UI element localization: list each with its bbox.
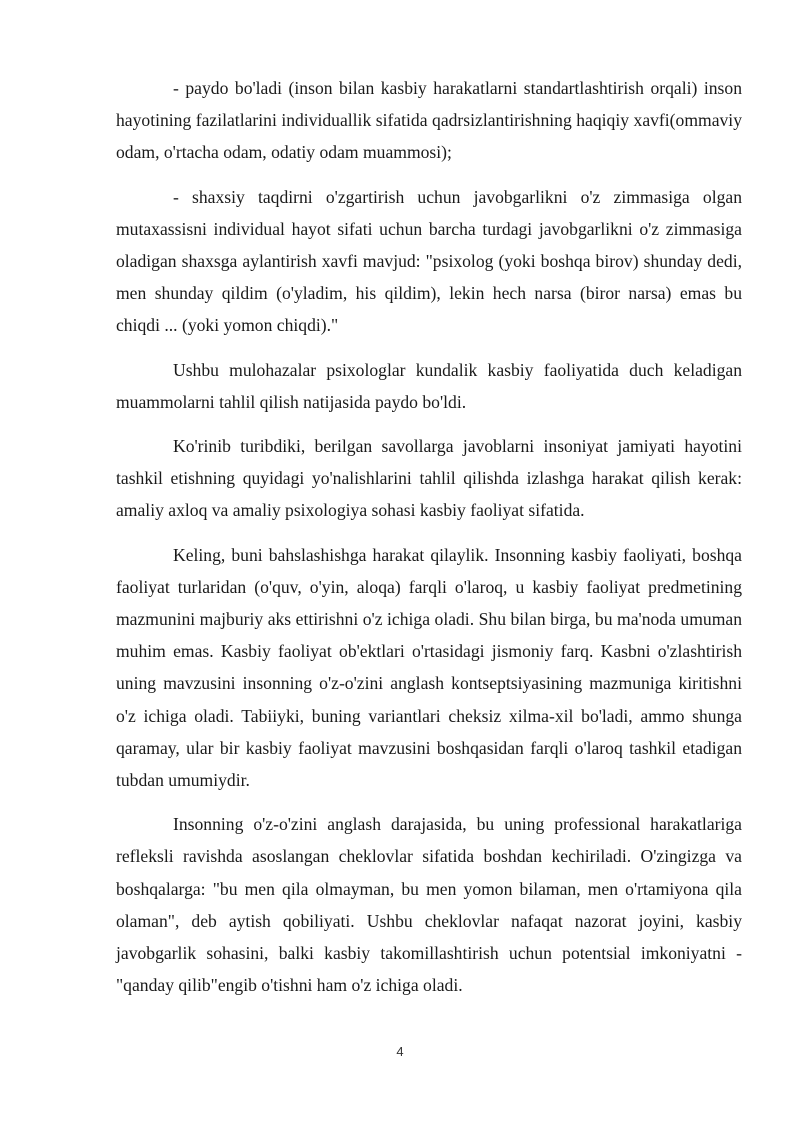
paragraph-4: Ko'rinib turibdiki, berilgan savollarga javoblarni insoniyat jamiyati hayotini tashkil etishning quyidagi yo'nalishlarini tahlil qilishda izlashga harakat qilish kerak: amaliy axloq va amaliy psixologiya sohasi kasbiy faoliyat sifatida. — [116, 436, 742, 521]
paragraph-2: - shaxsiy taqdirni o'zgartirish uchun javobgarlikni o'z zimmasiga olgan mutaxassisni individual hayot sifati uchun barcha turdagi javobgarlikni o'z zimmasiga oladigan shaxsga aylantirish xavfi mavjud: "psixolog (yoki boshqa birov) shunday dedi, men shunday qildim (o'yladim, his qildim), lekin hech narsa (biror narsa) emas bu chiqdi ... (yoki yomon chiqdi)." — [116, 186, 742, 336]
page-number: 4 — [396, 1044, 404, 1059]
paragraph-3: Ushbu mulohazalar psixologlar kundalik kasbiy faoliyatida duch keladigan muammolarni tahlil qilish natijasida paydo bo'ldi. — [116, 359, 742, 412]
paragraph-6: Insonning o'z-o'zini anglash darajasida, bu uning professional harakatlariga refleksli ravishda asoslangan cheklovlar sifatida boshdan kechiriladi. O'zingizga va boshqalarga: "bu men qila olmayman, bu men yomon bilaman, men o'rtamiyona qila olaman", deb aytish qobiliyati. Ushbu cheklovlar nafaqat nazorat joyini, kasbiy javobgarlik sohasini, balki kasbiy takomillashtirish uchun potentsial imkoniyatni - "qanday qilib"engib o'tishni ham o'z ichiga oladi. — [116, 814, 742, 996]
paragraph-5: Keling, buni bahslashishga harakat qilaylik. Insonning kasbiy faoliyati, boshqa faoliyat turlaridan (o'quv, o'yin, aloqa) farqli o'laroq, u kasbiy faoliyat predmetining mazmunini majburiy aks ettirishni o'z ichiga oladi. Shu bilan birga, bu ma'noda umuman muhim emas. Kasbiy faoliyat ob'ektlari o'rtasidagi jismoniy farq. Kasbni o'zlashtirish uning mavzusini insonning o'z-o'zini anglash kontseptsiyasining mazmuniga kiritishni o'z ichiga oladi. Tabiiyki, buning variantlari cheksiz xilma-xil bo'ladi, ammo shunga qaramay, ular bir kasbiy faoliyat mavzusini boshqasidan farqli o'laroq tashkil etadigan tubdan umumiydir. — [116, 544, 742, 791]
paragraph-1: - paydo bo'ladi (inson bilan kasbiy harakatlarni standartlashtirish orqali) inson hayotining fazilatlarini individuallik sifatida qadrsizlantirishning haqiqiy xavfi(ommaviy odam, o'rtacha odam, odatiy odam muammosi); — [116, 78, 742, 163]
document-body — [116, 72, 742, 1013]
